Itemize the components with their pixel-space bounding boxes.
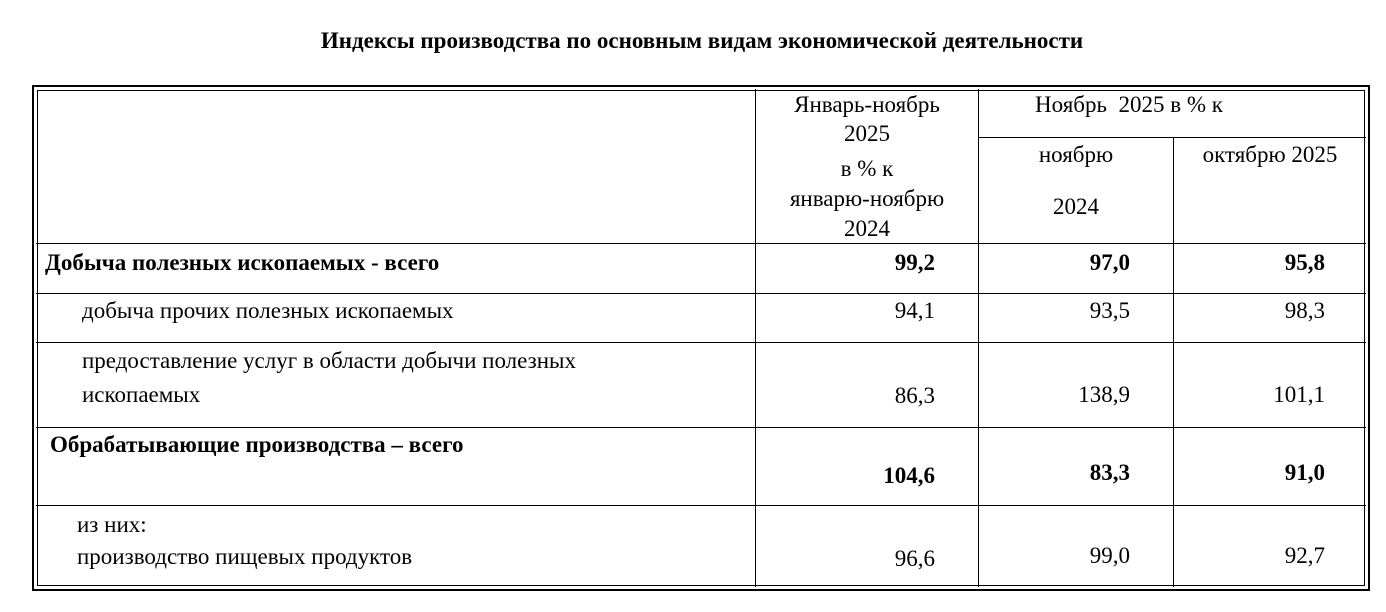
col-divider-3 xyxy=(1173,137,1174,587)
row-4-label: Обрабатывающие производства – всего xyxy=(50,432,464,457)
header-col1-line3: в % к xyxy=(840,156,894,181)
header-col2-line1: ноябрю xyxy=(1038,142,1114,167)
row-2-value-3: 98,3 xyxy=(1284,298,1325,323)
row-divider-4 xyxy=(36,505,1366,506)
row-4-value-1: 104,6 xyxy=(883,463,935,488)
row-5-value-1: 96,6 xyxy=(894,546,935,571)
group-header-divider xyxy=(978,137,1366,138)
header-col1-line5: 2024 xyxy=(844,216,890,241)
row-1-value-3: 95,8 xyxy=(1284,250,1325,275)
header-col3: октябрю 2025 xyxy=(1202,142,1338,167)
row-5-label-line1: из них: xyxy=(77,512,147,537)
row-3-value-1: 86,3 xyxy=(894,383,935,408)
row-1-label: Добыча полезных ископаемых - всего xyxy=(45,250,440,275)
header-col1-line2: 2025 xyxy=(844,121,890,146)
table-title: Индексы производства по основным видам экономической деятельности xyxy=(320,28,1084,53)
row-3-value-2: 138,9 xyxy=(1078,382,1130,407)
row-4-value-2: 83,3 xyxy=(1089,460,1130,485)
row-divider-3 xyxy=(36,427,1366,428)
row-2-value-2: 93,5 xyxy=(1089,298,1130,323)
row-5-value-2: 99,0 xyxy=(1089,543,1130,568)
row-5-label-line2: производство пищевых продуктов xyxy=(77,544,413,569)
row-divider-1 xyxy=(36,293,1366,294)
row-1-value-1: 99,2 xyxy=(894,250,935,275)
header-col1-line1: Январь-ноябрь xyxy=(794,92,940,117)
header-col1-line4: январю-ноябрю xyxy=(789,186,945,211)
row-1-value-2: 97,0 xyxy=(1089,250,1130,275)
row-4-value-3: 91,0 xyxy=(1284,460,1325,485)
row-5-value-3: 92,7 xyxy=(1284,543,1325,568)
row-3-value-3: 101,1 xyxy=(1273,382,1325,407)
row-3-label-line2: ископаемых xyxy=(82,382,201,407)
row-3-label-line1: предоставление услуг в области добычи полезных xyxy=(82,348,576,373)
row-2-label: добыча прочих полезных ископаемых xyxy=(82,298,454,323)
row-2-value-1: 94,1 xyxy=(894,298,935,323)
header-col2-line2: 2024 xyxy=(1053,194,1099,219)
header-row-divider xyxy=(36,243,1366,244)
row-divider-2 xyxy=(36,342,1366,343)
header-group: Ноябрь 2025 в % к xyxy=(1035,92,1223,117)
